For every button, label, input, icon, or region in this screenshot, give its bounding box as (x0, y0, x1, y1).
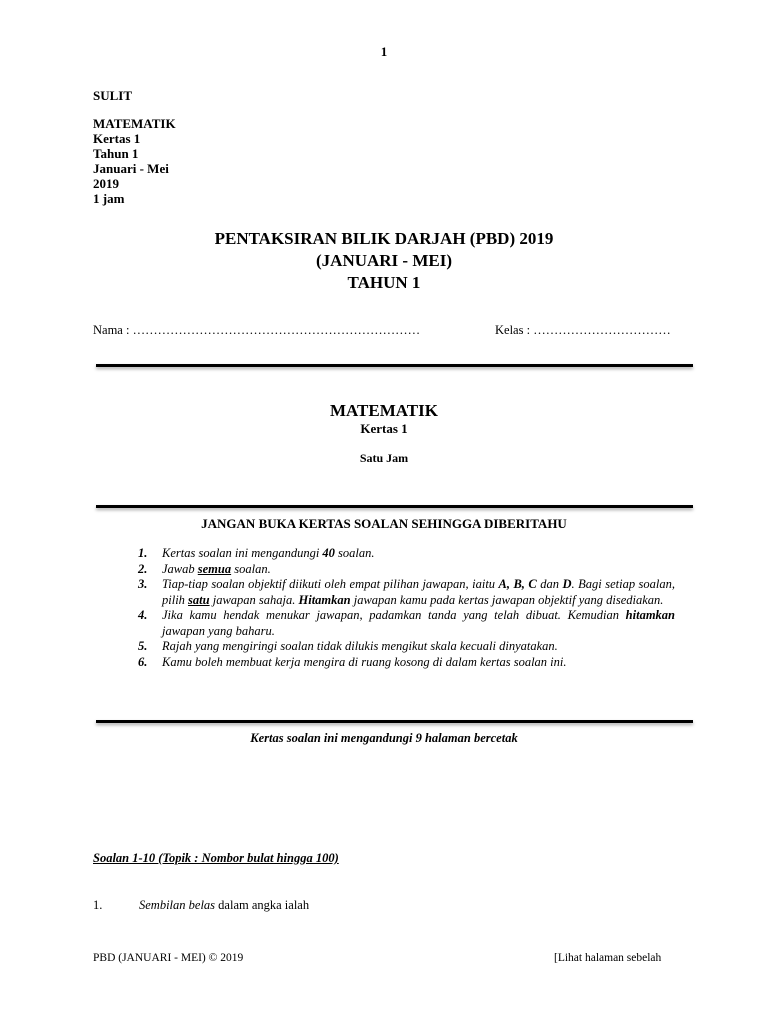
divider-rule-bottom (96, 720, 693, 723)
title-line-3: TAHUN 1 (347, 273, 421, 292)
subject-paper: Kertas 1 (360, 421, 408, 436)
instruction-text: Jawab semua soalan. (162, 561, 271, 576)
instruction-text: Kamu boleh membuat kerja mengira di ruang kosong di dalam kertas soalan ini. (162, 654, 567, 669)
do-not-open-warning: JANGAN BUKA KERTAS SOALAN SEHINGGA DIBERITAHU (201, 516, 567, 531)
instruction-number: 2. (138, 561, 148, 576)
title-line-2: (JANUARI - MEI) (316, 251, 452, 270)
student-class-field (495, 323, 671, 338)
year-level-label: Tahun 1 (93, 146, 139, 161)
instruction-number: 6. (138, 654, 148, 669)
instruction-item (138, 639, 675, 655)
instruction-item (138, 546, 675, 562)
year-label: 2019 (93, 176, 119, 191)
instruction-text: Jika kamu hendak menukar jawapan, padamkan tanda yang telah dibuat. Kemudian hitamkan jawapan yang baharu. (162, 608, 675, 638)
instruction-number: 5. (138, 639, 148, 653)
name-dots: …………………………………………………………… (132, 323, 421, 337)
page-count-note: Kertas soalan ini mengandungi 9 halaman bercetak (250, 731, 518, 745)
footer-next-page: [Lihat halaman sebelah (554, 952, 662, 964)
subject-duration: Satu Jam (359, 451, 409, 465)
question-text: Sembilan belas dalam angka ialah (139, 898, 310, 912)
instruction-item (138, 655, 675, 671)
name-label: Nama : (93, 323, 130, 337)
subject-name: MATEMATIK (330, 401, 438, 420)
instruction-number: 4. (138, 608, 148, 622)
period-label: Januari - Mei (93, 161, 169, 176)
instruction-item (138, 577, 675, 608)
section-heading: Soalan 1-10 (Topik : Nombor bulat hingga 100) (93, 851, 339, 865)
paper-metadata (93, 88, 176, 206)
subject-block (0, 401, 768, 466)
instruction-number: 1. (138, 546, 148, 560)
question-number: 1. (93, 898, 103, 912)
instruction-text: Kertas soalan ini mengandungi 40 soalan. (162, 546, 375, 560)
instruction-number: 3. (138, 577, 148, 591)
duration-label: 1 jam (93, 191, 125, 206)
classification-label: SULIT (93, 88, 133, 103)
footer-copyright: PBD (JANUARI - MEI) © 2019 (93, 952, 244, 964)
instruction-text: Tiap-tiap soalan objektif diikuti oleh empat pilihan jawapan, iaitu A, B, C dan D. Bagi setiap soalan, pilih satu jawapan sahaja. Hitamkan jawapan kamu pada kertas jawapan objektif yang disediakan. (162, 577, 676, 607)
class-label: Kelas : (495, 323, 531, 337)
class-dots: …………………………… (533, 323, 671, 337)
instruction-item (138, 608, 675, 639)
student-name-field (93, 323, 420, 338)
instruction-item (138, 562, 675, 578)
subject-label: MATEMATIK (93, 116, 176, 131)
paper-label: Kertas 1 (93, 131, 141, 146)
instructions-list (138, 546, 675, 670)
divider-rule-middle (96, 505, 693, 508)
divider-rule-top (96, 364, 693, 367)
exam-title (0, 228, 768, 294)
instruction-text: Rajah yang mengiringi soalan tidak dilukis mengikut skala kecuali dinyatakan. (162, 639, 558, 653)
page-number: 1 (380, 44, 388, 59)
title-line-1: PENTAKSIRAN BILIK DARJAH (PBD) 2019 (214, 229, 554, 248)
